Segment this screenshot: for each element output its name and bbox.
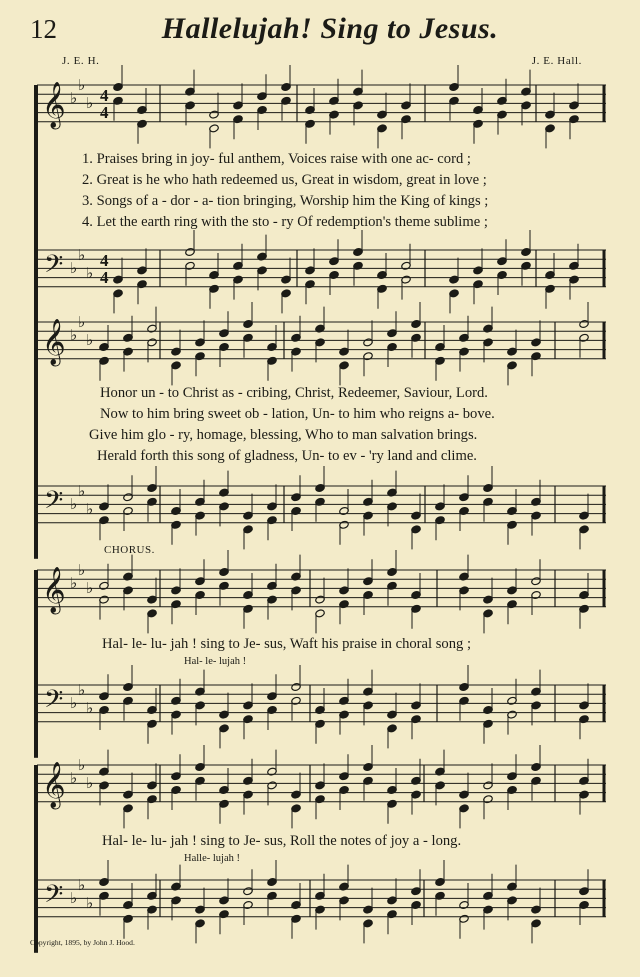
words-credit: J. E. H. [62, 55, 100, 67]
flat-icon: ♭ [78, 246, 86, 264]
flat-icon: ♭ [78, 756, 86, 774]
time-signature: 4 [100, 268, 109, 287]
flat-icon: ♭ [70, 694, 78, 712]
chorus-lyric-line-2: Hal- le- lu- jah ! sing to Je- sus, Roll the notes of joy a - long. [102, 833, 462, 849]
flat-icon: ♭ [70, 889, 78, 907]
verse-2-line-1: 2. Great is he who hath redeemed us, Great in wisdom, great in love ; [82, 172, 487, 188]
treble-clef-icon: 𝄞 [42, 319, 66, 365]
flat-icon: ♭ [78, 313, 86, 331]
flat-icon: ♭ [86, 331, 94, 349]
flat-icon: ♭ [70, 495, 78, 513]
flat-icon: ♭ [86, 500, 94, 518]
treble-clef-icon: 𝄞 [42, 567, 66, 613]
flat-icon: ♭ [70, 769, 78, 787]
flat-icon: ♭ [86, 774, 94, 792]
copyright-notice: Copyright, 1895, by John J. Hood. [30, 938, 135, 947]
bass-clef-icon: 𝄢 [44, 250, 64, 285]
bass-clef-icon: 𝄢 [44, 486, 64, 521]
time-signature: 4 [100, 103, 109, 122]
chorus-echo-1: Hal- le- lujah ! [184, 656, 247, 667]
verse-1-line-2: Honor un - to Christ as - cribing, Christ, Redeemer, Saviour, Lord. [100, 385, 488, 401]
verse-3-line-2: Give him glo - ry, homage, blessing, Who to man salvation brings. [89, 427, 478, 443]
flat-icon: ♭ [70, 326, 78, 344]
system-bracket-4 [34, 765, 38, 953]
page-number: 12 [30, 14, 57, 44]
flat-icon: ♭ [70, 89, 78, 107]
flat-icon: ♭ [78, 561, 86, 579]
treble-clef-icon: 𝄞 [42, 762, 66, 808]
verse-2-line-2: Now to him bring sweet ob - lation, Un- to him who reigns a- bove. [100, 406, 495, 422]
flat-icon: ♭ [70, 259, 78, 277]
flat-icon: ♭ [78, 482, 86, 500]
flat-icon: ♭ [86, 264, 94, 282]
time-signature: 4 [100, 86, 109, 105]
flat-icon: ♭ [86, 579, 94, 597]
flat-icon: ♭ [78, 876, 86, 894]
verse-3-line-1: 3. Songs of a - dor - a- tion bringing, Worship him the King of kings ; [82, 193, 489, 209]
verse-4-line-2: Herald forth this song of gladness, Un- to ev - 'ry land and clime. [97, 448, 477, 464]
bass-clef-icon: 𝄢 [44, 685, 64, 720]
bass-clef-icon: 𝄢 [44, 880, 64, 915]
treble-clef-icon: 𝄞 [42, 82, 66, 128]
flat-icon: ♭ [86, 94, 94, 112]
flat-icon: ♭ [86, 894, 94, 912]
verse-4-line-1: 4. Let the earth ring with the sto - ry Of redemption's theme sublime ; [82, 214, 488, 230]
system-bracket-3 [34, 570, 38, 758]
music-credit: J. E. Hall. [531, 55, 582, 67]
flat-icon: ♭ [78, 681, 86, 699]
hymn-title: Hallelujah! Sing to Jesus. [161, 12, 499, 45]
flat-icon: ♭ [86, 699, 94, 717]
chorus-label: CHORUS. [104, 544, 155, 556]
verse-1-line-1: 1. Praises bring in joy- ful anthem, Voices raise with one ac- cord ; [82, 151, 471, 167]
flat-icon: ♭ [70, 574, 78, 592]
chorus-echo-2: Halle- lujah ! [184, 853, 240, 864]
flat-icon: ♭ [78, 76, 86, 94]
time-signature: 4 [100, 251, 109, 270]
chorus-lyric-line-1: Hal- le- lu- jah ! sing to Je- sus, Waft his praise in choral song ; [102, 636, 471, 652]
